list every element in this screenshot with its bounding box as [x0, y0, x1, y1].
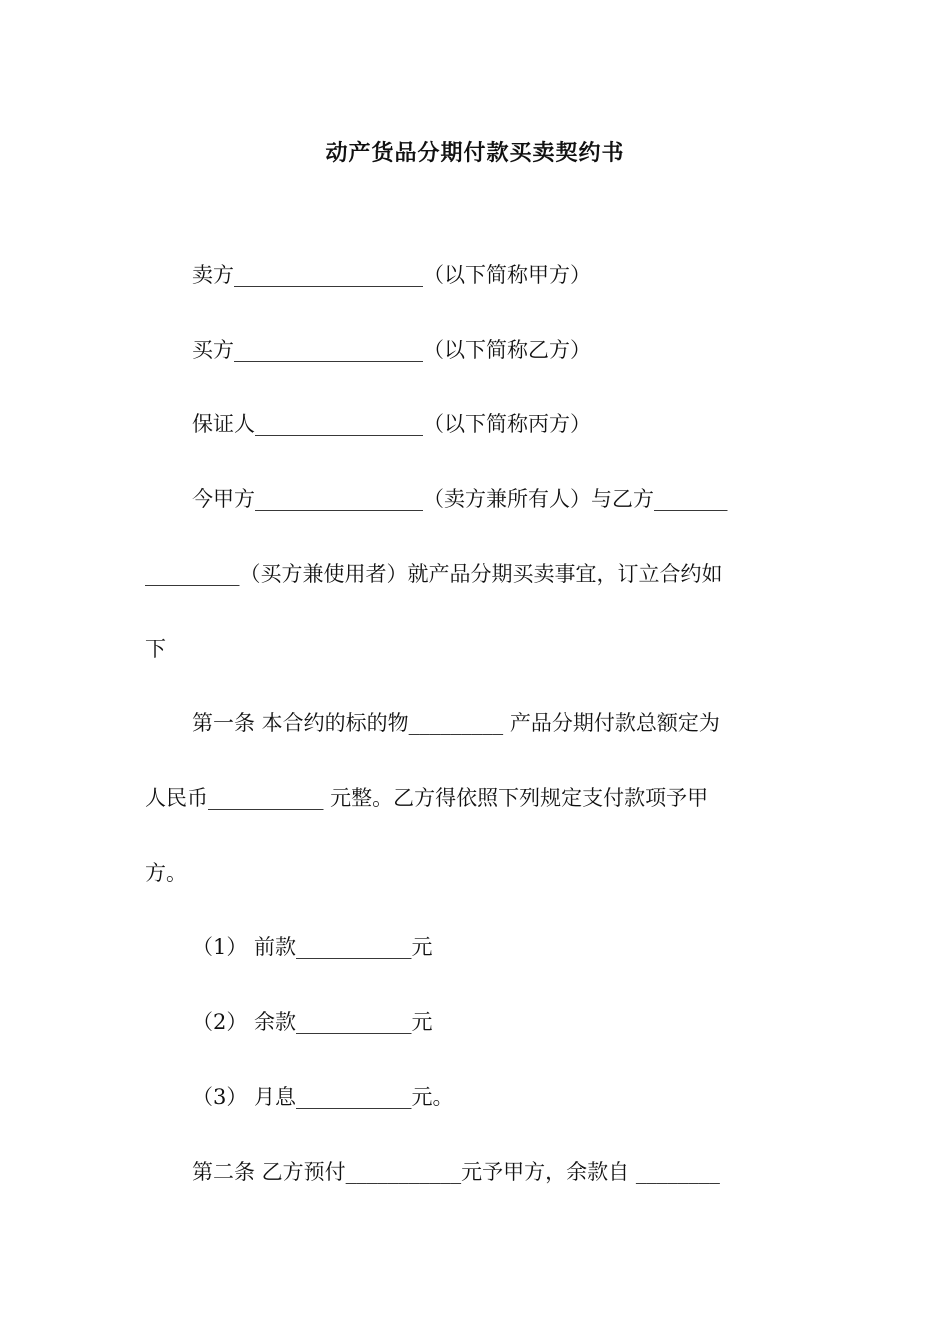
preamble-line-3: 下: [145, 637, 166, 661]
preamble-line-2: _________（买方兼使用者）就产品分期买卖事宜，订立合约如: [145, 562, 723, 586]
item-1-down-payment: （1） 前款___________元: [192, 935, 433, 959]
article-2-line-1: 第二条 乙方预付___________元予甲方，余款自 ________: [192, 1160, 720, 1184]
guarantor-line: 保证人________________（以下简称丙方）: [192, 412, 591, 436]
seller-line: 卖方__________________（以下简称甲方）: [192, 263, 591, 287]
document-title: 动产货品分期付款买卖契约书: [325, 140, 625, 166]
article-1-line-2: 人民币___________ 元整。乙方得依照下列规定支付款项予甲: [145, 786, 709, 810]
article-1-line-1: 第一条 本合约的标的物_________ 产品分期付款总额定为: [192, 711, 720, 735]
item-3-monthly-interest: （3） 月息___________元。: [192, 1085, 454, 1109]
preamble-line-1: 今甲方________________（卖方兼所有人）与乙方_______: [192, 487, 728, 511]
article-1-line-3: 方。: [145, 861, 187, 885]
item-2-balance: （2） 余款___________元: [192, 1010, 433, 1034]
buyer-line: 买方__________________（以下简称乙方）: [192, 338, 591, 362]
